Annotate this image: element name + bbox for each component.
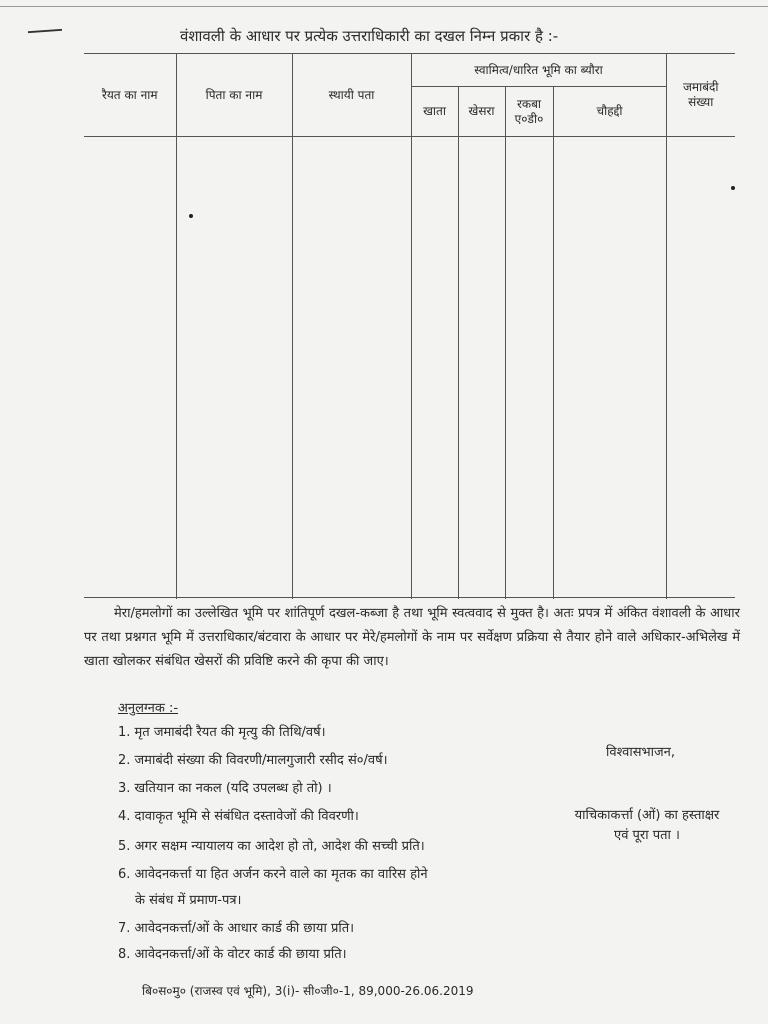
page-title: वंशावली के आधार पर प्रत्येक उत्तराधिकारी का दखल निम्न प्रकार है :-: [180, 27, 559, 45]
printer-imprint: बि०स०मु० (राजस्व एवं भूमि), 3(i)- सी०जी०-1, 89,000-26.06.2019: [142, 984, 474, 998]
cell-khesra: [458, 137, 505, 600]
petitioner-signature-line1: याचिकाकर्त्ता (ओं) का हस्ताक्षर: [574, 808, 720, 823]
cell-jamabandi-number: [666, 137, 735, 600]
list-item: 8. आवेदनकर्त्ता/ओं के वोटर कार्ड की छाया प्रति।: [118, 947, 347, 962]
column-rakba: [505, 87, 553, 137]
list-item: के संबंध में प्रमाण-पत्र।: [135, 893, 242, 908]
list-item: 1. मृत जमाबंदी रैयत की मृत्यु की तिथि/वर्ष।: [118, 725, 326, 740]
jamabandi-label-line2: संख्या: [688, 95, 714, 109]
cell-father-name: [176, 137, 292, 600]
table-row: [84, 137, 735, 600]
petitioner-signature-line2: एवं पूरा पता ।: [614, 828, 680, 843]
list-item: 2. जमाबंदी संख्या की विवरणी/मालगुजारी रसीद सं०/वर्ष।: [118, 753, 388, 768]
cell-raiyat-name: [84, 137, 176, 600]
rakba-label-line1: रकबा: [516, 96, 542, 111]
top-border-line: [0, 6, 768, 7]
column-father-name: पिता का नाम: [176, 54, 292, 137]
column-khesra: खेसरा: [458, 87, 505, 137]
declaration-text: मेरा/हमलोगों का उल्लेखित भूमि पर शांतिपूर्ण दखल-कब्जा है तथा भूमि स्वत्ववाद से मुक्त है। अतः प्रपत्र में अंकित वंशावली के आधार पर तथा प्रश्नगत भूमि में उत्तराधिकार/बंटवारा के आधार पर मेरे/हमलोगों के नाम पर सर्वेक्षण प्रक्रिया से तैयार होने वाले अधिकार-अभिलेख में खाता खोलकर संबंधित खेसरों की प्रविष्टि करने की कृपा की जाए।: [84, 606, 740, 669]
column-permanent-address: स्थायी पता: [292, 54, 411, 137]
column-raiyat-name: रैयत का नाम: [84, 54, 176, 137]
list-item: 3. खतियान का नकल (यदि उपलब्ध हो तो) ।: [118, 781, 332, 796]
list-item: 4. दावाकृत भूमि से संबंधित दस्तावेजों की विवरणी।: [118, 809, 359, 824]
succession-holdings-table: [84, 53, 735, 599]
annexure-title: अनुलग्नक :-: [118, 701, 179, 716]
cell-khata: [411, 137, 458, 600]
column-jamabandi-number: [666, 54, 735, 137]
ink-dot: [731, 186, 735, 190]
list-item: 6. आवेदनकर्त्ता या हित अर्जन करने वाले का मृतक का वारिस होने: [118, 867, 428, 882]
cell-chauhaddi: [553, 137, 666, 600]
rakba-label-line2: ए०डी०: [514, 111, 544, 126]
pen-mark: [28, 29, 62, 33]
declaration-paragraph: [84, 602, 740, 674]
table-bottom-line: [84, 597, 735, 598]
cell-permanent-address: [292, 137, 411, 600]
column-land-details-group: स्वामित्व/धारित भूमि का ब्यौरा: [411, 54, 666, 87]
cell-rakba: [505, 137, 553, 600]
petitioner-signature-block: [562, 806, 732, 846]
jamabandi-label-line1: जमाबंदी: [683, 80, 719, 94]
ink-dot: [189, 214, 193, 218]
column-khata: खाता: [411, 87, 458, 137]
closing-salutation: विश्वासभाजन,: [606, 745, 676, 760]
list-item: 5. अगर सक्षम न्यायालय का आदेश हो तो, आदेश की सच्ची प्रति।: [118, 839, 425, 854]
list-item: 7. आवेदनकर्त्ता/ओं के आधार कार्ड की छाया प्रति।: [118, 921, 355, 936]
column-chauhaddi: चौहद्दी: [553, 87, 666, 137]
